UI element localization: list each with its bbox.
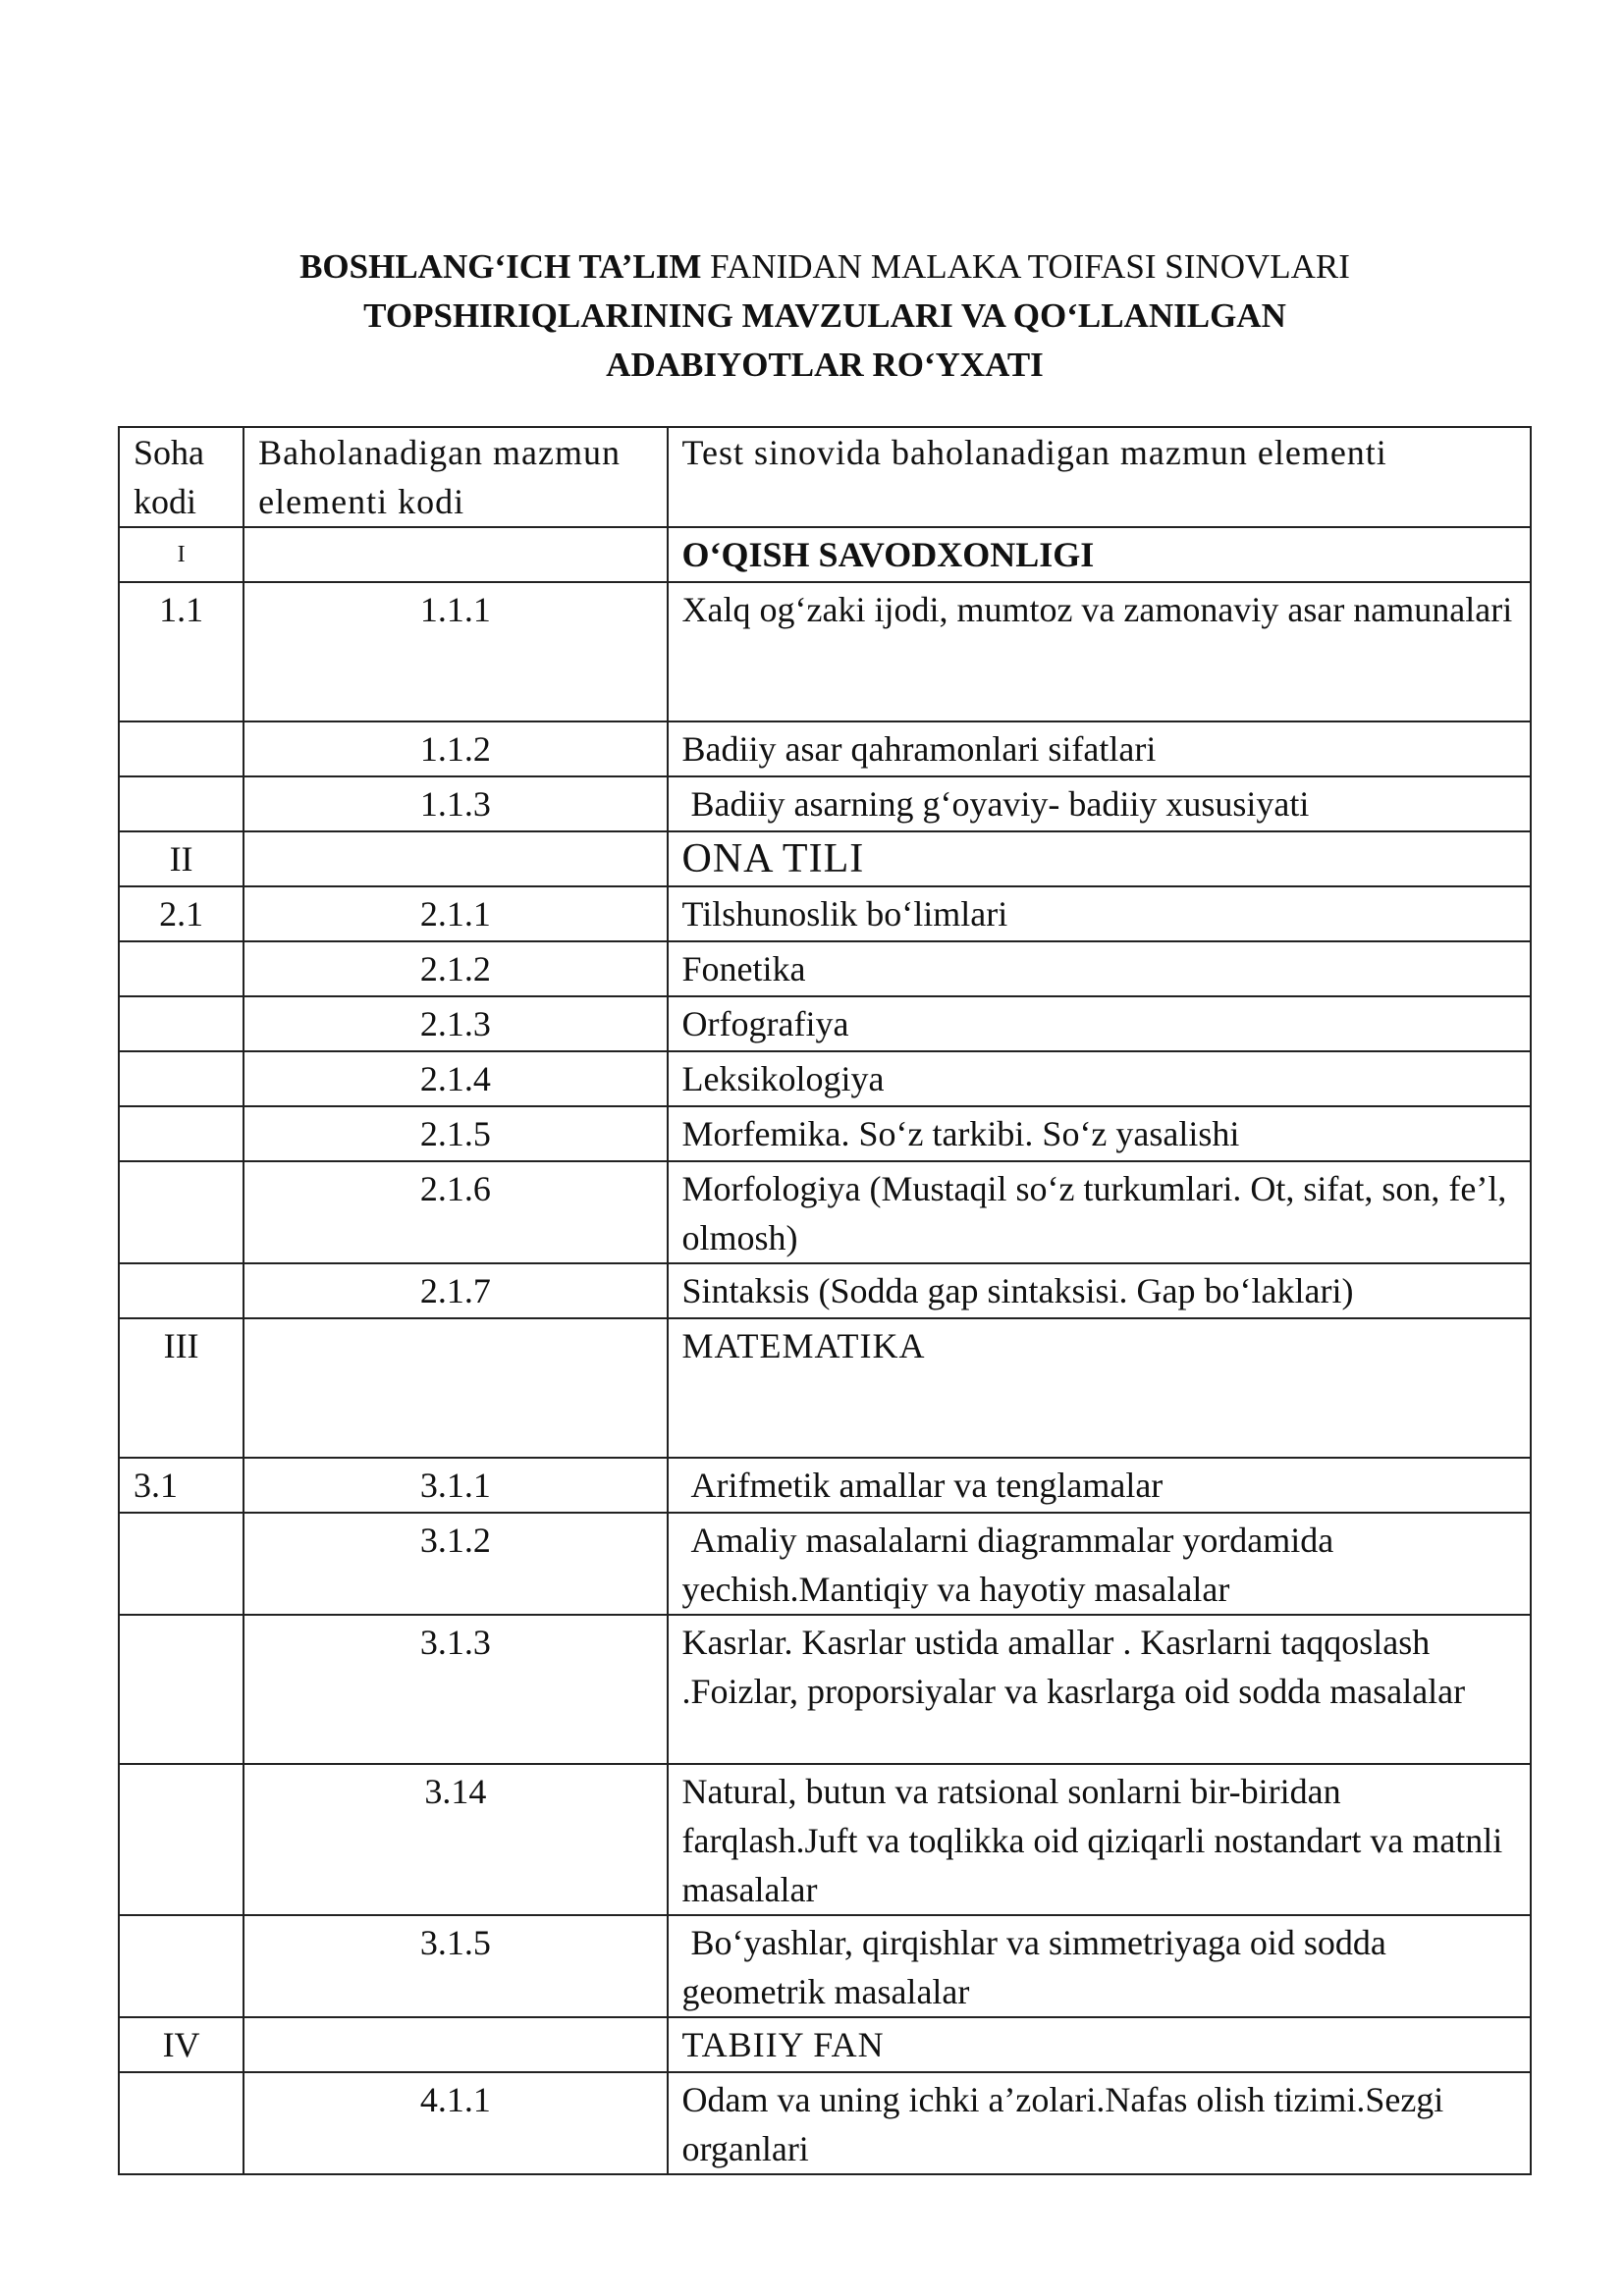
- soha-kodi-cell: [119, 776, 244, 831]
- element-cell: Badiiy asarning g‘oyaviy- badiiy xususiyati: [668, 776, 1531, 831]
- soha-kodi-cell: [119, 1263, 244, 1318]
- element-cell: MATEMATIKA: [668, 1318, 1531, 1458]
- table-row: [119, 886, 1531, 941]
- element-kodi-cell: 3.1.5: [244, 1915, 667, 2017]
- table-row: [119, 996, 1531, 1051]
- element-kodi-cell: 2.1.5: [244, 1106, 667, 1161]
- element-kodi-cell: [244, 527, 667, 582]
- element-kodi-cell: 1.1.3: [244, 776, 667, 831]
- element-kodi-cell: 2.1.7: [244, 1263, 667, 1318]
- element-kodi-cell: [244, 1318, 667, 1458]
- table-row: [119, 582, 1531, 721]
- soha-kodi-cell: 1.1: [119, 582, 244, 721]
- element-cell: Arifmetik amallar va tenglamalar: [668, 1458, 1531, 1513]
- element-kodi-cell: 3.14: [244, 1764, 667, 1915]
- element-kodi-cell: 1.1.1: [244, 582, 667, 721]
- element-kodi-cell: 2.1.6: [244, 1161, 667, 1263]
- element-kodi-cell: 2.1.2: [244, 941, 667, 996]
- element-kodi-cell: [244, 831, 667, 886]
- soha-kodi-cell: III: [119, 1318, 244, 1458]
- element-cell: Odam va uning ichki a’zolari.Nafas olish tizimi.Sezgi organlari: [668, 2072, 1531, 2174]
- title-line-1-rest: FANIDAN MALAKA TOIFASI SINOVLARI: [701, 247, 1350, 286]
- table-row: [119, 2017, 1531, 2072]
- element-kodi-cell: 2.1.4: [244, 1051, 667, 1106]
- element-cell: Bo‘yashlar, qirqishlar va simmetriyaga oid sodda geometrik masalalar: [668, 1915, 1531, 2017]
- table-header-row: [119, 427, 1531, 527]
- element-cell: Xalq og‘zaki ijodi, mumtoz va zamonaviy asar namunalari: [668, 582, 1531, 721]
- element-cell: Sintaksis (Sodda gap sintaksisi. Gap bo‘laklari): [668, 1263, 1531, 1318]
- soha-kodi-cell: [119, 2072, 244, 2174]
- element-kodi-cell: 3.1.3: [244, 1615, 667, 1764]
- element-cell: Orfografiya: [668, 996, 1531, 1051]
- table-row: [119, 1764, 1531, 1915]
- document-title: [118, 242, 1532, 390]
- soha-kodi-cell: [119, 1513, 244, 1615]
- table-row: [119, 776, 1531, 831]
- header-element: Test sinovida baholanadigan mazmun elementi: [668, 427, 1531, 527]
- header-element-kodi: Baholanadigan mazmun elementi kodi: [244, 427, 667, 527]
- header-soha-kodi: Soha kodi: [119, 427, 244, 527]
- soha-kodi-cell: [119, 721, 244, 776]
- element-cell: ONA TILI: [668, 831, 1531, 886]
- element-cell: Leksikologiya: [668, 1051, 1531, 1106]
- table-row: [119, 941, 1531, 996]
- element-cell: Morfemika. So‘z tarkibi. So‘z yasalishi: [668, 1106, 1531, 1161]
- topics-table: [118, 426, 1532, 2175]
- element-cell: Morfologiya (Mustaqil so‘z turkumlari. Ot, sifat, son, fe’l, olmosh): [668, 1161, 1531, 1263]
- soha-kodi-cell: [119, 1915, 244, 2017]
- title-subject: BOSHLANG‘ICH TA’LIM: [299, 247, 702, 286]
- element-cell: O‘QISH SAVODXONLIGI: [668, 527, 1531, 582]
- table-row: [119, 1161, 1531, 1263]
- element-kodi-cell: 2.1.3: [244, 996, 667, 1051]
- element-cell: Tilshunoslik bo‘limlari: [668, 886, 1531, 941]
- table-row: [119, 1458, 1531, 1513]
- soha-kodi-cell: I: [119, 527, 244, 582]
- soha-kodi-cell: [119, 1161, 244, 1263]
- element-cell: TABIIY FAN: [668, 2017, 1531, 2072]
- element-kodi-cell: 4.1.1: [244, 2072, 667, 2174]
- soha-kodi-cell: [119, 941, 244, 996]
- table-row: [119, 1615, 1531, 1764]
- element-cell: Amaliy masalalarni diagrammalar yordamida yechish.Mantiqiy va hayotiy masalalar: [668, 1513, 1531, 1615]
- soha-kodi-cell: IV: [119, 2017, 244, 2072]
- element-cell: Kasrlar. Kasrlar ustida amallar . Kasrlarni taqqoslash .Foizlar, proporsiyalar va kasrlarga oid sodda masalalar: [668, 1615, 1531, 1764]
- table-row: [119, 831, 1531, 886]
- soha-kodi-cell: [119, 1106, 244, 1161]
- title-line-2: TOPSHIRIQLARINING MAVZULARI VA QO‘LLANILGAN: [363, 296, 1286, 335]
- soha-kodi-cell: 3.1: [119, 1458, 244, 1513]
- table-row: [119, 1051, 1531, 1106]
- soha-kodi-cell: [119, 1615, 244, 1764]
- table-row: [119, 2072, 1531, 2174]
- title-line-3: ADABIYOTLAR RO‘YXATI: [606, 346, 1044, 384]
- table-row: [119, 1106, 1531, 1161]
- soha-kodi-cell: II: [119, 831, 244, 886]
- element-cell: Fonetika: [668, 941, 1531, 996]
- table-row: [119, 1915, 1531, 2017]
- table-row: [119, 527, 1531, 582]
- table-row: [119, 1263, 1531, 1318]
- table-row: [119, 1513, 1531, 1615]
- element-cell: Natural, butun va ratsional sonlarni bir-biridan farqlash.Juft va toqlikka oid qiziqarli nostandart va matnli masalalar: [668, 1764, 1531, 1915]
- element-kodi-cell: 3.1.2: [244, 1513, 667, 1615]
- table-row: [119, 721, 1531, 776]
- soha-kodi-cell: [119, 996, 244, 1051]
- soha-kodi-cell: [119, 1764, 244, 1915]
- element-kodi-cell: 1.1.2: [244, 721, 667, 776]
- title-line-1: [118, 242, 1532, 292]
- soha-kodi-cell: [119, 1051, 244, 1106]
- element-kodi-cell: 2.1.1: [244, 886, 667, 941]
- element-kodi-cell: 3.1.1: [244, 1458, 667, 1513]
- table-row: [119, 1318, 1531, 1458]
- element-cell: Badiiy asar qahramonlari sifatlari: [668, 721, 1531, 776]
- element-kodi-cell: [244, 2017, 667, 2072]
- soha-kodi-cell: 2.1: [119, 886, 244, 941]
